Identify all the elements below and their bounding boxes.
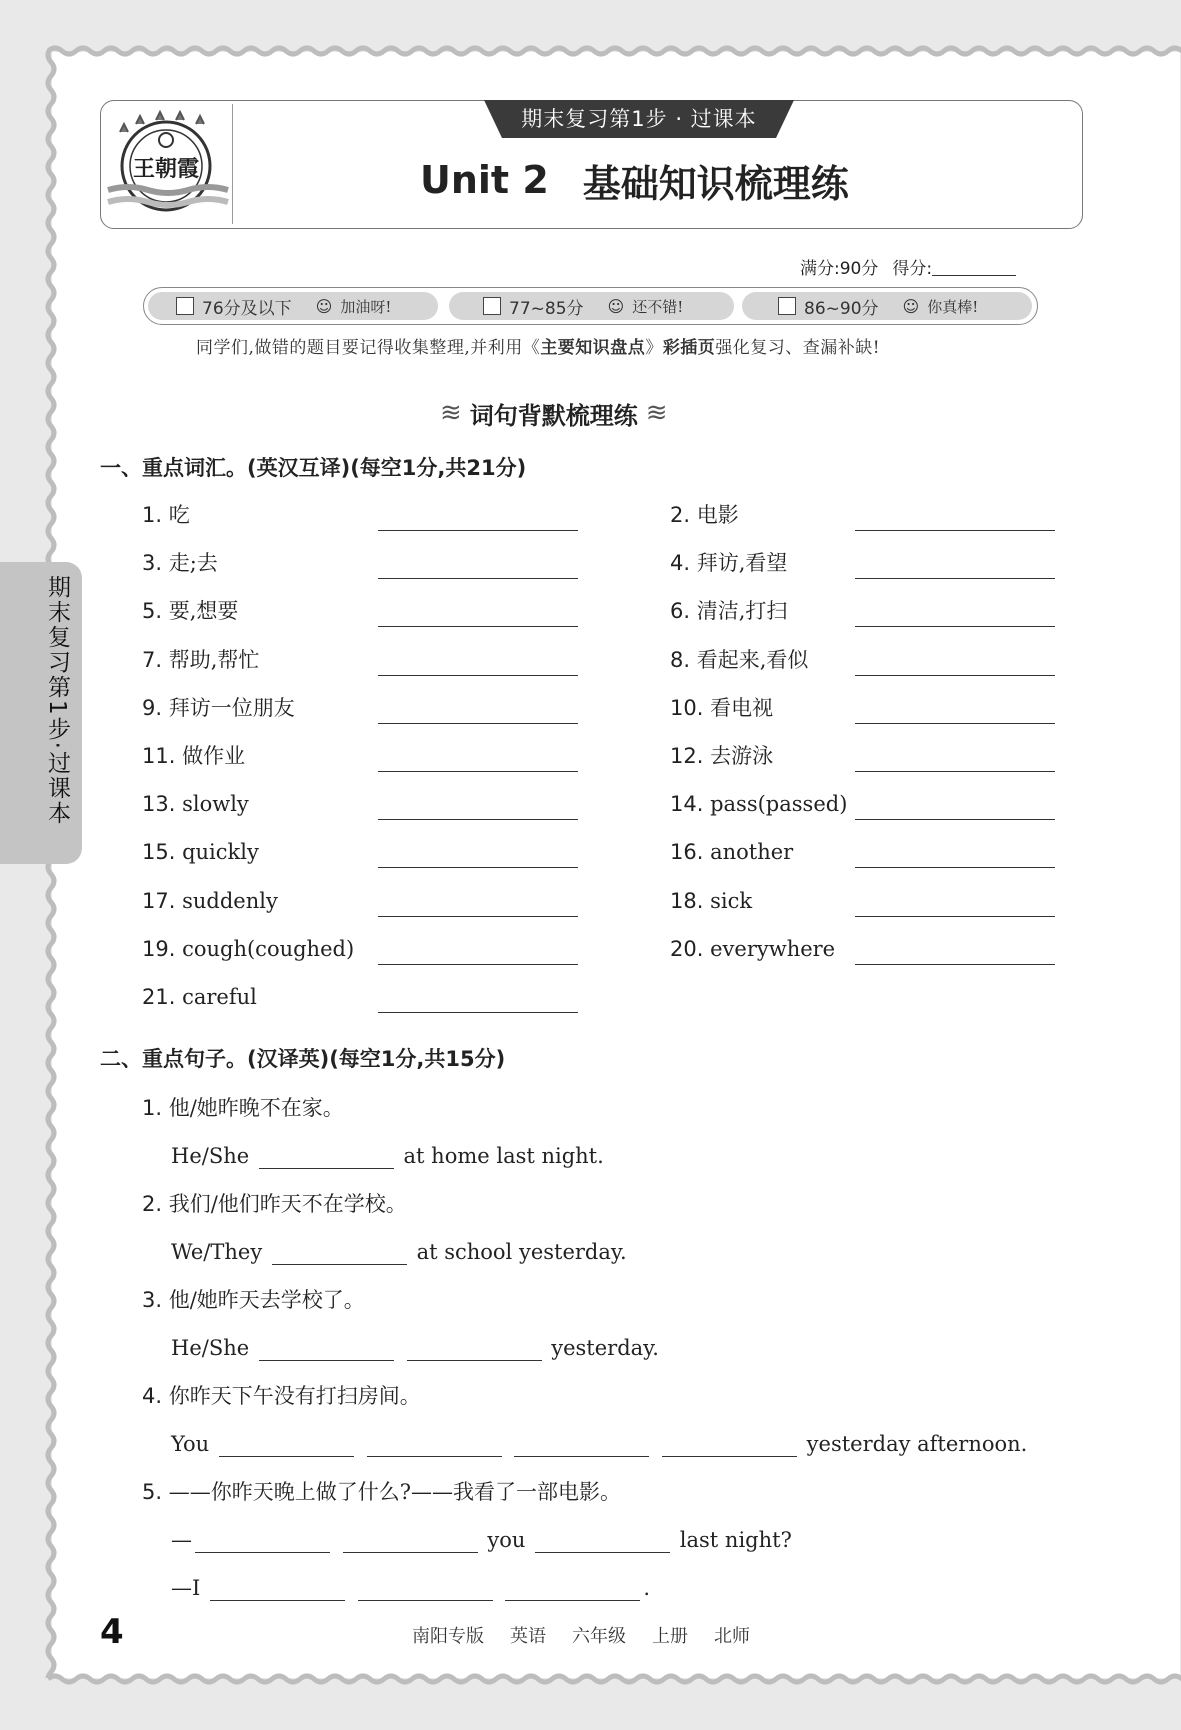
answer-blank[interactable] <box>358 1600 493 1601</box>
vocab-text: 帮助,帮忙 <box>168 647 260 672</box>
score-line <box>800 253 1050 279</box>
answer-blank[interactable] <box>259 1360 394 1361</box>
answer-blank[interactable] <box>378 1012 578 1013</box>
answer-blank[interactable] <box>378 723 578 724</box>
answer-blank[interactable] <box>210 1600 345 1601</box>
answer-start: He/She <box>171 1336 250 1360</box>
vocab-item <box>142 741 245 771</box>
rating-option-3[interactable] <box>778 292 978 320</box>
score-blank[interactable] <box>932 257 1016 276</box>
rating-option-2[interactable] <box>483 292 683 320</box>
page-title <box>420 150 1020 210</box>
vocab-item <box>142 645 259 675</box>
notice-bold: 主要知识盘点 <box>540 338 646 358</box>
answer-blank[interactable] <box>378 819 578 820</box>
wave-icon: ≋ <box>645 398 668 428</box>
answer-start: — <box>171 1528 192 1552</box>
vocab-number: 12. <box>670 744 704 768</box>
answer-blank[interactable] <box>407 1360 542 1361</box>
vocab-text: pass(passed) <box>710 792 848 817</box>
question-text: 你昨天下午没有打扫房间。 <box>168 1384 421 1408</box>
answer-blank[interactable] <box>855 819 1055 820</box>
question-3-answer <box>171 1333 659 1363</box>
answer-blank[interactable] <box>378 964 578 965</box>
vocab-text: 要,想要 <box>168 599 239 624</box>
answer-blank[interactable] <box>535 1552 670 1553</box>
answer-start: You <box>171 1432 210 1456</box>
answer-blank[interactable] <box>855 867 1055 868</box>
vocab-number: 8. <box>670 647 691 672</box>
vocab-item <box>142 837 259 867</box>
vocab-text: 走;去 <box>168 551 218 576</box>
vocab-text: 看起来,看似 <box>696 647 809 672</box>
answer-blank[interactable] <box>855 578 1055 579</box>
answer-end: . <box>643 1576 651 1600</box>
vocab-item <box>670 789 847 819</box>
vocab-item <box>670 596 787 626</box>
smiley-icon: ☺ <box>607 296 625 316</box>
vocab-item <box>142 982 257 1012</box>
answer-blank[interactable] <box>378 626 578 627</box>
vocab-number: 1. <box>142 503 163 527</box>
rating-message: 加油呀! <box>340 297 392 316</box>
answer-start: He/She <box>171 1144 250 1168</box>
question-number: 5. <box>142 1480 163 1504</box>
question-number: 4. <box>142 1384 163 1408</box>
answer-end: yesterday afternoon. <box>806 1432 1028 1456</box>
answer-blank[interactable] <box>259 1168 394 1169</box>
answer-blank[interactable] <box>343 1552 478 1553</box>
notice-part: 》 <box>645 338 663 358</box>
answer-blank[interactable] <box>195 1552 330 1553</box>
question-4-prompt <box>142 1381 421 1411</box>
vocab-number: 6. <box>670 599 691 624</box>
vocab-text: everywhere <box>710 936 836 961</box>
footer-item: 六年级 <box>572 1626 626 1647</box>
checkbox-icon[interactable] <box>778 297 796 315</box>
answer-blank[interactable] <box>505 1600 640 1601</box>
vocab-text: another <box>710 840 794 865</box>
section-title: 词句背默梳理练 <box>469 401 638 430</box>
vocab-text: 吃 <box>168 503 190 527</box>
question-text: 他/她昨天去学校了。 <box>168 1288 365 1312</box>
rating-bar <box>143 287 1038 325</box>
vocab-text: careful <box>182 985 257 1009</box>
rating-range: 77~85分 <box>509 298 584 319</box>
question-5-answer-2 <box>171 1573 650 1603</box>
vocab-number: 7. <box>142 647 163 672</box>
vocab-item <box>142 886 278 916</box>
vocab-number: 15. <box>142 840 176 865</box>
vocab-number: 10. <box>670 695 704 720</box>
smiley-icon: ☺ <box>315 296 333 316</box>
question-1-prompt <box>142 1093 344 1123</box>
score-label: 得分: <box>892 258 933 279</box>
vocab-text: 电影 <box>696 503 739 527</box>
answer-blank[interactable] <box>855 916 1055 917</box>
question-text: 我们/他们昨天不在学校。 <box>168 1192 407 1216</box>
answer-middle: you <box>487 1528 526 1552</box>
wave-icon: ≋ <box>440 398 462 428</box>
footer <box>412 1622 912 1650</box>
vocab-item <box>142 934 354 964</box>
vocab-item <box>670 886 752 916</box>
vocab-text: quickly <box>182 840 259 865</box>
answer-blank[interactable] <box>378 578 578 579</box>
vocab-item <box>670 693 773 723</box>
svg-text:王朝霞: 王朝霞 <box>132 156 200 182</box>
vocab-number: 16. <box>670 840 704 865</box>
question-number: 3. <box>142 1288 163 1312</box>
answer-end: last night? <box>679 1528 792 1552</box>
vocab-item <box>142 789 249 819</box>
question-4-answer <box>171 1429 1027 1459</box>
question-3-prompt <box>142 1285 365 1315</box>
vocab-number: 19. <box>142 936 176 961</box>
part2-title: 二、重点句子。(汉译英)(每空1分,共15分) <box>100 1047 506 1071</box>
vocab-number: 17. <box>142 888 176 913</box>
checkbox-icon[interactable] <box>176 297 194 315</box>
answer-blank[interactable] <box>855 530 1055 531</box>
vocab-text: 拜访一位朋友 <box>168 695 295 720</box>
header-divider <box>232 104 233 224</box>
full-score-label: 满分:90分 <box>800 258 879 279</box>
unit-label: Unit 2 <box>420 158 549 202</box>
vocab-item <box>670 548 787 578</box>
answer-blank[interactable] <box>378 530 578 531</box>
wavy-border-bottom <box>48 1672 1181 1686</box>
answer-blank[interactable] <box>378 867 578 868</box>
vocab-item <box>142 596 238 626</box>
section-heading <box>440 393 740 433</box>
footer-item: 英语 <box>510 1626 546 1647</box>
answer-end: yesterday. <box>551 1336 659 1360</box>
vocab-item <box>670 500 739 530</box>
header-tab-label: 期末复习第1步 · 过课本 <box>521 107 757 131</box>
question-5-prompt <box>142 1477 621 1507</box>
vocab-text: 拜访,看望 <box>696 551 788 576</box>
answer-blank[interactable] <box>662 1456 797 1457</box>
answer-blank[interactable] <box>378 916 578 917</box>
question-text: ——你昨天晚上做了什么?——我看了一部电影。 <box>168 1480 621 1504</box>
answer-blank[interactable] <box>514 1456 649 1457</box>
answer-blank[interactable] <box>855 723 1055 724</box>
side-tab-label: 期末复习第1步·过课本 <box>44 575 70 826</box>
answer-end: at home last night. <box>403 1144 604 1168</box>
notice-text <box>196 333 996 359</box>
vocab-item <box>670 934 835 964</box>
vocab-item <box>670 645 808 675</box>
rating-range: 86~90分 <box>804 298 879 319</box>
question-text: 他/她昨晚不在家。 <box>168 1096 344 1120</box>
vocab-number: 9. <box>142 695 163 720</box>
vocab-text: 看电视 <box>710 695 774 720</box>
answer-end: at school yesterday. <box>416 1240 627 1264</box>
footer-item: 南阳专版 <box>412 1626 484 1647</box>
vocab-number: 5. <box>142 599 163 624</box>
vocab-text: 去游泳 <box>710 744 774 768</box>
vocab-number: 4. <box>670 551 691 576</box>
vocab-number: 20. <box>670 936 704 961</box>
answer-blank[interactable] <box>378 675 578 676</box>
notice-part: 同学们,做错的题目要记得收集整理,并利用《 <box>196 338 541 358</box>
answer-blank[interactable] <box>378 771 578 772</box>
vocab-number: 11. <box>142 744 176 768</box>
notice-bold: 彩插页 <box>662 338 716 358</box>
answer-start: We/They <box>171 1240 263 1264</box>
vocab-item <box>142 693 295 723</box>
question-5-answer-1 <box>171 1525 792 1555</box>
question-2-answer <box>171 1237 627 1267</box>
vocab-text: 做作业 <box>182 744 246 768</box>
part1-title: 一、重点词汇。(英汉互译)(每空1分,共21分) <box>100 456 527 480</box>
checkbox-icon[interactable] <box>483 297 501 315</box>
vocab-number: 3. <box>142 551 163 576</box>
vocab-number: 21. <box>142 985 176 1009</box>
vocab-number: 2. <box>670 503 691 527</box>
answer-start: —I <box>171 1576 201 1600</box>
rating-message: 还不错! <box>632 297 684 316</box>
vocab-text: cough(coughed) <box>182 936 355 961</box>
question-1-answer <box>171 1141 604 1171</box>
vocab-text: sick <box>710 888 753 913</box>
question-number: 2. <box>142 1192 163 1216</box>
footer-item: 上册 <box>652 1626 688 1647</box>
answer-blank[interactable] <box>855 771 1055 772</box>
wavy-border-top <box>48 44 1181 58</box>
question-2-prompt <box>142 1189 407 1219</box>
answer-blank[interactable] <box>855 626 1055 627</box>
title-label: 基础知识梳理练 <box>582 161 849 206</box>
vocab-text: slowly <box>182 792 249 817</box>
answer-blank[interactable] <box>855 675 1055 676</box>
question-number: 1. <box>142 1096 163 1120</box>
answer-blank[interactable] <box>855 964 1055 965</box>
page-number: 4 <box>100 1612 124 1652</box>
rating-range: 76分及以下 <box>202 298 292 319</box>
notice-part: 强化复习、查漏补缺! <box>715 338 881 358</box>
vocab-text: 清洁,打扫 <box>696 599 788 624</box>
wangzhaoxia-logo <box>102 104 230 224</box>
vocab-text: suddenly <box>182 888 278 913</box>
rating-message: 你真棒! <box>927 297 979 316</box>
vocab-number: 13. <box>142 792 176 817</box>
vocab-item <box>670 837 793 867</box>
smiley-icon: ☺ <box>902 296 920 316</box>
answer-blank[interactable] <box>367 1456 502 1457</box>
rating-option-1[interactable] <box>176 292 391 320</box>
answer-blank[interactable] <box>272 1264 407 1265</box>
vocab-item <box>142 500 190 530</box>
answer-blank[interactable] <box>219 1456 354 1457</box>
vocab-number: 18. <box>670 888 704 913</box>
vocab-number: 14. <box>670 792 704 817</box>
vocab-item <box>142 548 218 578</box>
footer-item: 北师 <box>714 1626 750 1647</box>
vocab-item <box>670 741 773 771</box>
